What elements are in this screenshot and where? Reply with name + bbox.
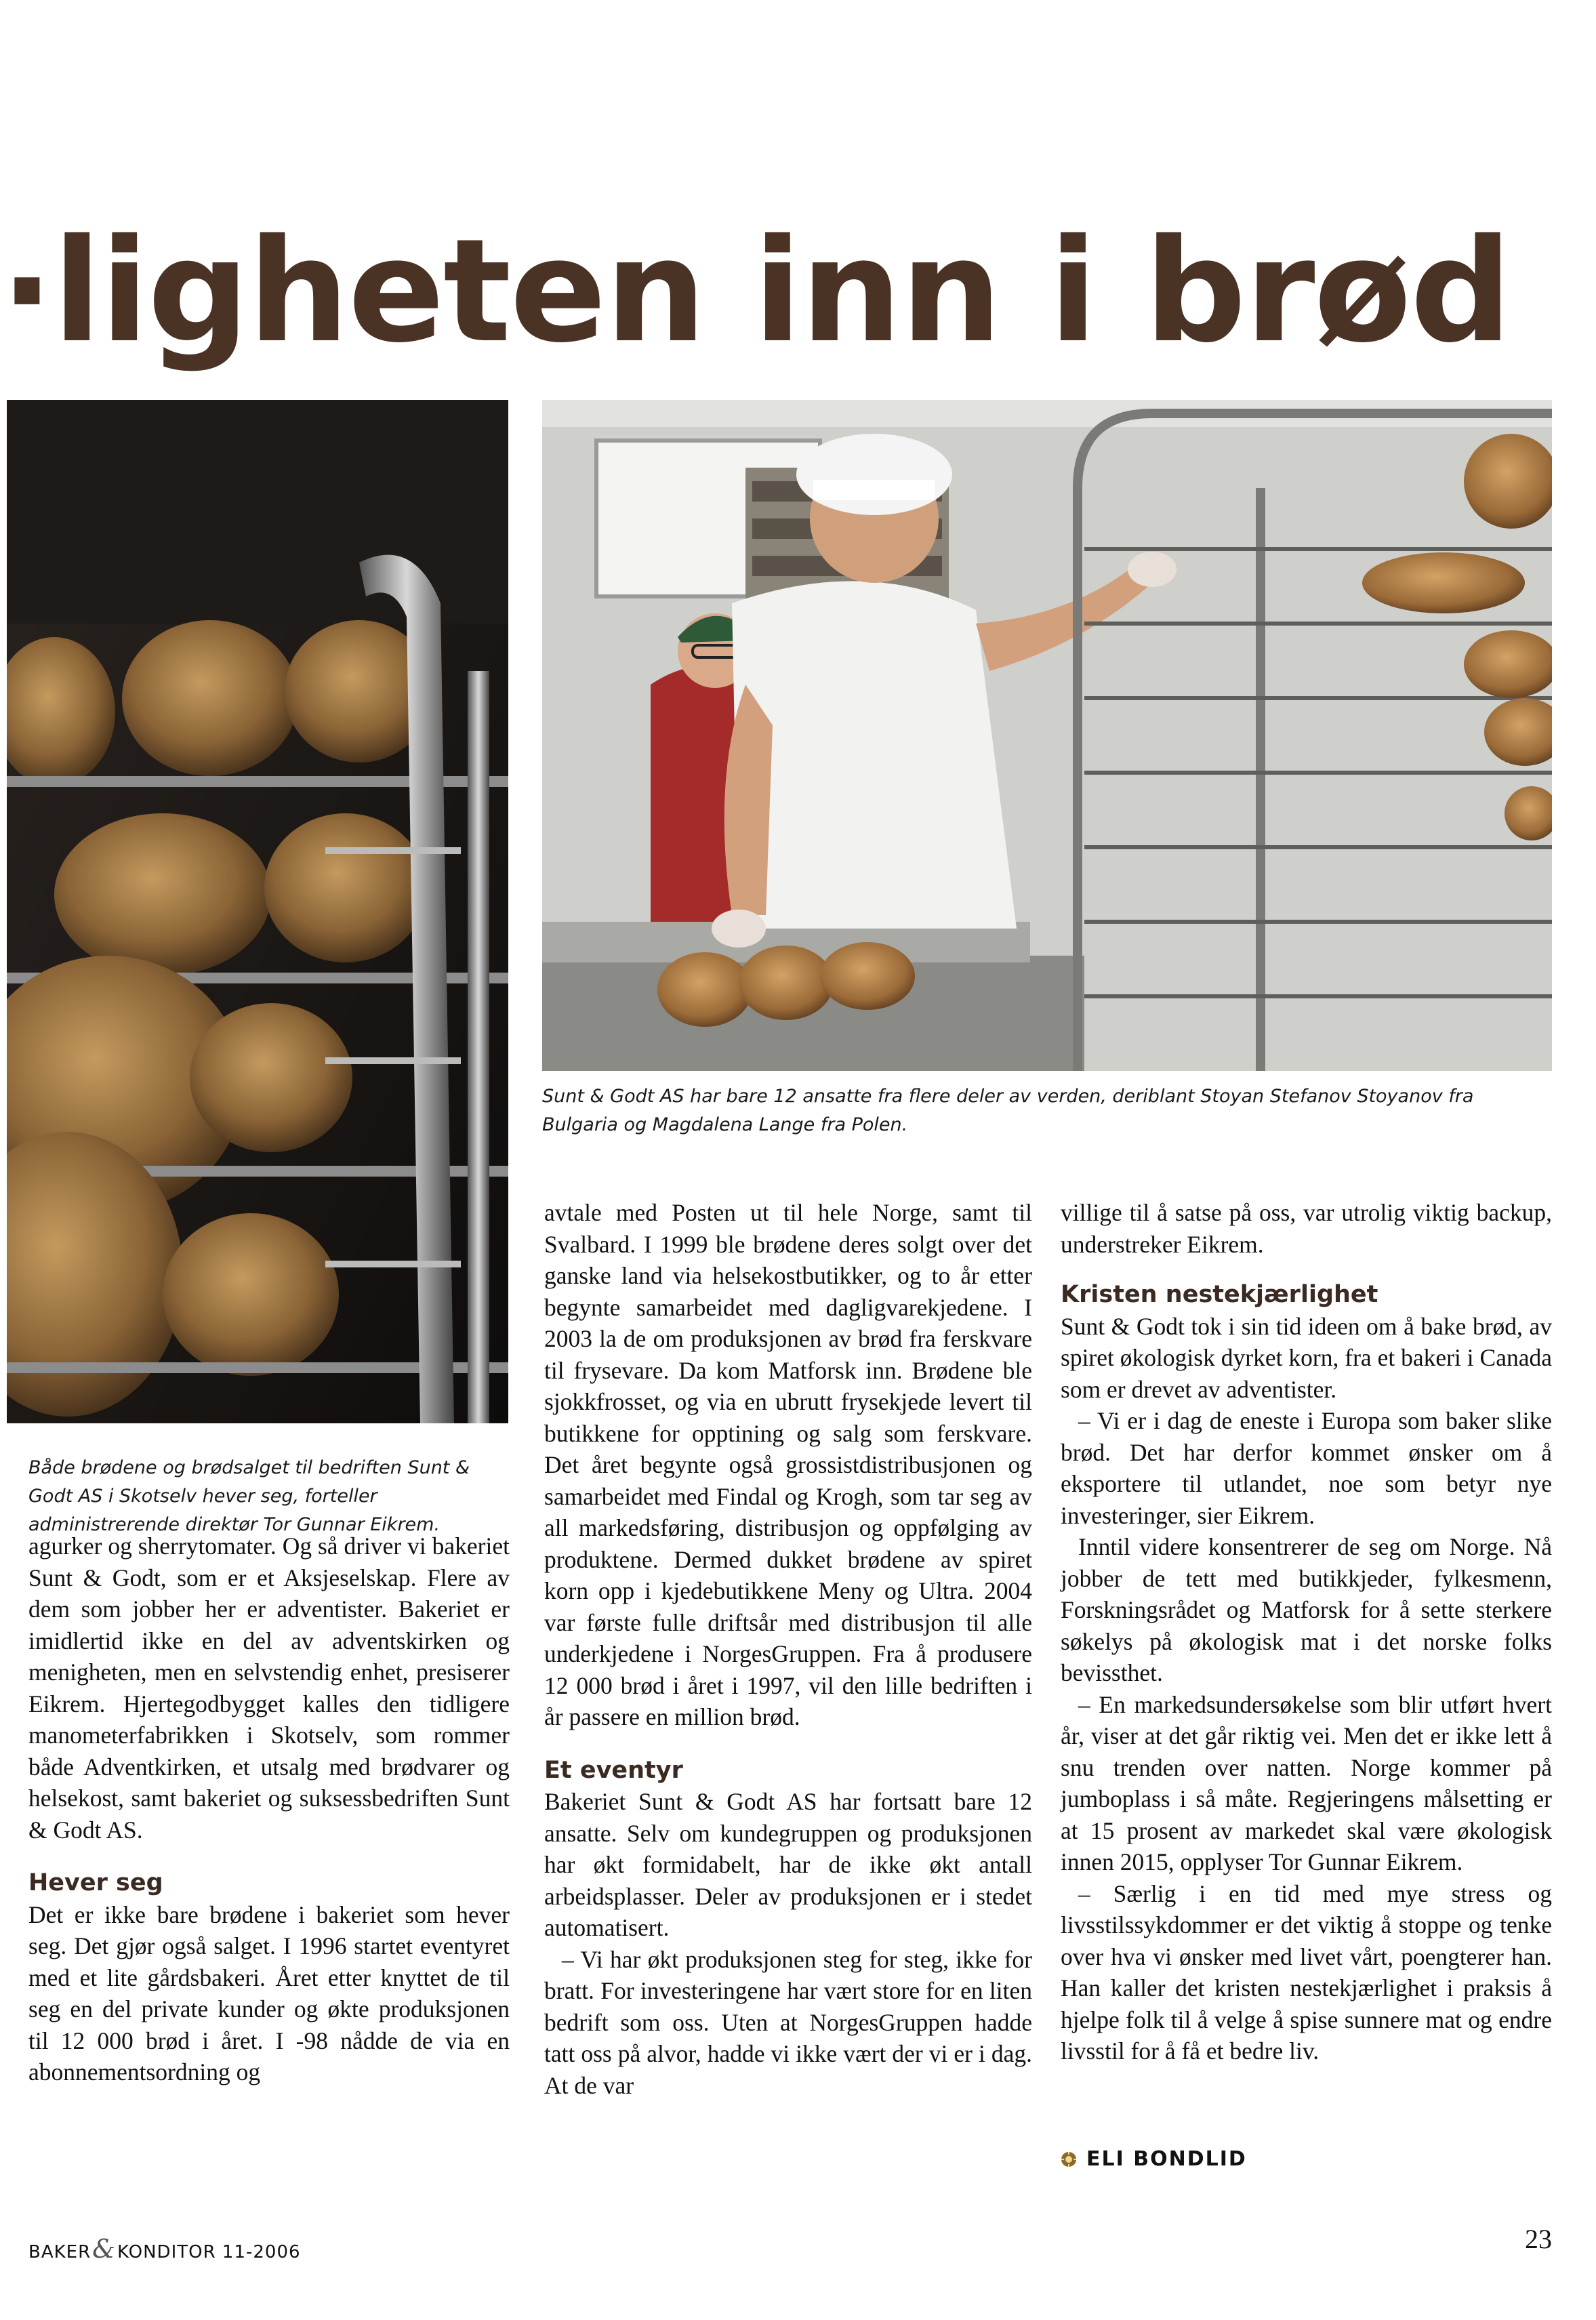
magazine-name-baker: BAKER bbox=[28, 2242, 91, 2262]
bakery-workers-illustration bbox=[542, 400, 1552, 1071]
paragraph: Sunt & Godt tok i sin tid ideen om å bake brød, av spiret økologisk dyrket korn, fra et bakeri i Canada som er drevet av adventister. bbox=[1061, 1312, 1552, 1403]
article-column-1 bbox=[28, 1530, 510, 2088]
bakery-workers-photo bbox=[542, 400, 1552, 1071]
subheading-kristen-nestekjaerlighet: Kristen nestekjærlighet bbox=[1061, 1281, 1378, 1308]
paragraph: villige til å satse på oss, var utrolig viktig backup, understreker Eikrem. bbox=[1061, 1199, 1552, 1258]
paragraph: – Vi har økt produksjonen steg for steg, ikke for bratt. For investeringene har vært store for en liten bedrift som oss. Uten at NorgesGruppen hadde tatt oss på alvor, hadde vi ikke vært der vi er i dag. At de var bbox=[544, 1945, 1032, 2099]
paragraph: avtale med Posten ut til hele Norge, samt til Svalbard. I 1999 ble brødene deres solgt over det ganske land via helsekostbutikker, og to år etter begynte samarbeidet med dagligvarekjedene. I 2003 la de om produksjonen av brød fra ferskvare til frysevare. Da kom Matforsk inn. Brødene ble sjokkfrosset, og via en ubrutt frysekjede levert til butikkene for opptining og salg som ferskvare. Det året begynte også grossistdistribusjonen og samarbeidet med Findal og Krogh, som tar seg av all markedsføring, distribusjon og oppfølging av produktene. Dermed dukket brødene av spiret korn opp i kjedebutikkene Meny og Ultra. 2004 var første fulle driftsår med distribusjon til alle underkjedene i NorgesGruppen. Fra å produsere 12 000 brød i året i 1997, vil den lille bedriften i år passere en million brød. bbox=[544, 1199, 1032, 1730]
subheading-hever-seg: Hever seg bbox=[28, 1869, 163, 1896]
magazine-name-konditor: KONDITOR bbox=[117, 2242, 216, 2262]
author-byline bbox=[1061, 2147, 1247, 2171]
flower-bullet-icon bbox=[1061, 2151, 1077, 2168]
paragraph: Det er ikke bare brødene i bakeriet som hever seg. Det gjør også salget. I 1996 startet eventyret med et lite gårdsbakeri. Året etter knyttet de til seg en del private kunder og økte produksjonen til 12 000 brød i året. I -98 nådde de via en abonnementsordning og bbox=[28, 1900, 510, 2085]
paragraph: Bakeriet Sunt & Godt AS har fortsatt bare 12 ansatte. Selv om kundegruppen og produksjonen har økt formidabelt, har de ikke økt antall arbeidsplasser. Deler av produksjonen er i stedet automatisert. bbox=[544, 1788, 1032, 1941]
photo-caption-left: Både brødene og brødsalget til bedriften Sunt & Godt AS i Skotselv hever seg, forteller administrerende direktør Tor Gunnar Eikrem. bbox=[28, 1457, 470, 1535]
page-number: 23 bbox=[1525, 2224, 1552, 2254]
paragraph: – En markedsundersøkelse som blir utført hvert år, viser at det går riktig vei. Men det er ikke lett å snu trenden over natten. Norge kommer på jumboplass i så måte. Regjeringens målsetting er at 15 prosent av markedet skal være økologisk innen 2015, opplyser Tor Gunnar Eikrem. bbox=[1061, 1690, 1552, 1875]
issue-number: 11-2006 bbox=[222, 2242, 301, 2262]
paragraph: Inntil videre konsentrerer de seg om Norge. Nå jobber de tett med butikkjeder, fylkesmenn, Forskningsrådet og Matforsk for å sette sterkere søkelys på økologisk mat i det norske folks bevissthet. bbox=[1061, 1533, 1552, 1686]
paragraph: agurker og sherrytomater. Og så driver vi bakeriet Sunt & Godt, som er et Aksjeselskap. Flere av dem som jobber her er adventister. Bakeriet er imidlertid ikke en del av adventskirken og menigheten, men en selvstendig enhet, presiserer Eikrem. Hjertegodbygget kalles den tidligere manometerfabrikken i Skotselv, som rommer både Adventkirken, et utsalg med brødvarer og helsekost, samt bakeriet og suksessbedriften Sunt & Godt AS. bbox=[28, 1532, 510, 1844]
paragraph: – Særlig i en tid med mye stress og livsstilssykdommer er det viktig å stoppe og tenke over hva vi ønsker med livet vårt, poengterer han. Han kaller det kristen nestekjærlighet i praksis å hjelpe folk til å velge å spise sunnere mat og endre livsstil for å få et bedre liv. bbox=[1061, 1879, 1552, 2064]
article-column-2 bbox=[544, 1197, 1032, 2101]
bread-rack-photo bbox=[7, 400, 508, 1423]
photo-caption-right: Sunt & Godt AS har bare 12 ansatte fra flere deler av verden, deriblant Stoyan Stefanov Stoyanov fra Bulgaria og Magdalena Lange fra Polen. bbox=[542, 1086, 1474, 1135]
author-name: ELI BONDLID bbox=[1086, 2147, 1247, 2171]
subheading-et-eventyr: Et eventyr bbox=[544, 1756, 683, 1784]
paragraph: – Vi er i dag de eneste i Europa som baker slike brød. Det har derfor kommet ønsker om å eksportere til utlandet, noe som betyr nye investeringer, sier Eikrem. bbox=[1061, 1407, 1552, 1529]
magazine-footer bbox=[28, 2234, 301, 2264]
article-column-3 bbox=[1061, 1197, 1552, 2067]
headline: ·ligheten inn i brød bbox=[0, 208, 1511, 374]
bread-rack-illustration bbox=[7, 400, 508, 1423]
magazine-ampersand: & bbox=[92, 2234, 116, 2264]
